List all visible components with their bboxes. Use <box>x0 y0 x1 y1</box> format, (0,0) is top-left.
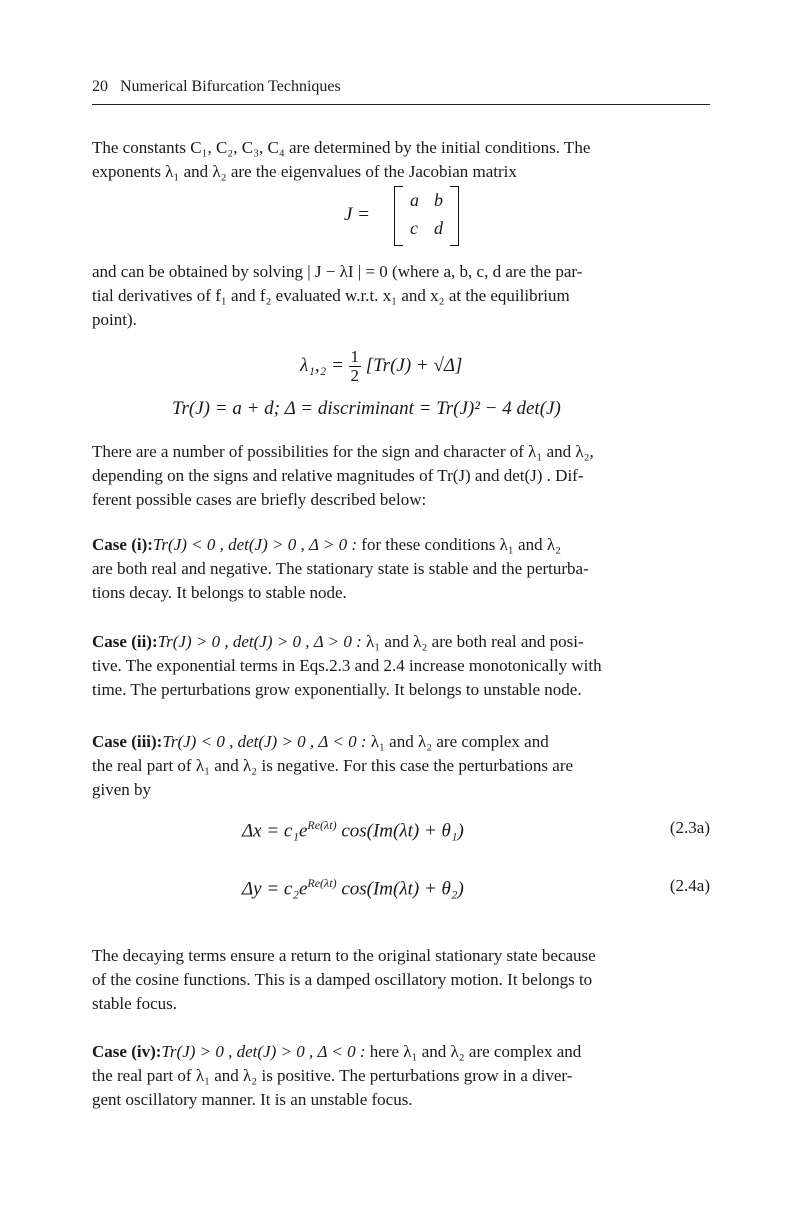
case-text: λ₁ and λ₂ are both real and posi- <box>361 632 584 651</box>
case-text: λ₁ and λ₂ are complex and <box>366 732 549 751</box>
matrix-b: b <box>434 190 443 210</box>
page-number: 20 <box>92 78 108 95</box>
case-iv <box>92 1040 710 1112</box>
text-line: ferent possible cases are briefly described below: <box>92 490 427 509</box>
equation-number: (2.3a) <box>669 818 710 837</box>
text-line: There are a number of possibilities for the sign and character of λ₁ and λ₂, <box>92 442 594 461</box>
text-line: tive. The exponential terms in Eqs.2.3 and 2.4 increase monotonically with <box>92 656 602 675</box>
running-title: Numerical Bifurcation Techniques <box>120 78 341 95</box>
eq-tail: cos(Im(λt) + θ₂) <box>336 878 464 900</box>
case-i <box>92 533 710 605</box>
eq-superscript: Re(λt) <box>307 876 337 890</box>
fraction-numerator: 1 <box>350 347 360 366</box>
header-rule <box>92 104 710 105</box>
text-line <box>92 630 710 654</box>
eq-base: Δx = c₁e <box>242 820 308 842</box>
paragraph-decaying <box>92 944 710 1016</box>
text-line: given by <box>92 780 152 799</box>
matrix-left-bracket <box>394 186 403 246</box>
text-line: are both real and negative. The stationary state is stable and the perturba- <box>92 559 589 578</box>
paragraph-possibilities <box>92 440 710 512</box>
text-line: exponents λ₁ and λ₂ are the eigenvalues of the Jacobian matrix <box>92 162 517 181</box>
trace-equation: Tr(J) = a + d; Δ = discriminant = Tr(J)² − 4 det(J) <box>172 398 561 419</box>
case-text: here λ₁ and λ₂ are complex and <box>365 1042 582 1061</box>
eq-superscript: Re(λt) <box>307 818 337 832</box>
text-line <box>92 533 710 557</box>
case-condition: Tr(J) < 0 , det(J) > 0 , Δ < 0 : <box>162 732 367 751</box>
matrix-lhs: J = <box>344 204 371 225</box>
text-line: of the cosine functions. This is a damped oscillatory motion. It belongs to <box>92 970 593 989</box>
text-line: The constants C₁, C₂, C₃, C₄ are determined by the initial conditions. The <box>92 138 591 157</box>
text-line: gent oscillatory manner. It is an unstable focus. <box>92 1090 413 1109</box>
paragraph-constants <box>92 136 710 184</box>
text-line: depending on the signs and relative magnitudes of Tr(J) and det(J) . Dif- <box>92 466 584 485</box>
equation-2-4a <box>242 876 464 900</box>
case-label: Case (iii): <box>92 732 163 751</box>
equation-number: (2.4a) <box>669 876 710 895</box>
case-condition: Tr(J) > 0 , det(J) > 0 , Δ < 0 : <box>161 1042 366 1061</box>
case-iii <box>92 730 710 802</box>
eq-base: Δy = c₂e <box>242 878 308 900</box>
text-line <box>92 1040 710 1064</box>
text-line: stable focus. <box>92 994 177 1013</box>
text-line: The decaying terms ensure a return to the original stationary state because <box>92 946 596 965</box>
case-label: Case (ii): <box>92 632 158 651</box>
fraction-half <box>349 348 362 385</box>
eq-lhs: λ₁,₂ = <box>300 354 344 376</box>
jacobian-matrix <box>344 186 462 246</box>
matrix-d: d <box>434 218 443 238</box>
matrix-a: a <box>410 190 419 210</box>
eigenvalue-equation <box>300 348 462 385</box>
text-line <box>92 730 710 754</box>
text-line: point). <box>92 310 137 329</box>
paragraph-solving <box>92 260 710 332</box>
eq-tail: cos(Im(λt) + θ₁) <box>336 820 464 842</box>
matrix-right-bracket <box>450 186 459 246</box>
equation-2-3a <box>242 818 464 842</box>
text-line: and can be obtained by solving | J − λI | = 0 (where a, b, c, d are the par- <box>92 262 583 281</box>
fraction-denominator: 2 <box>350 366 360 385</box>
matrix-c: c <box>410 218 418 238</box>
case-ii <box>92 630 710 702</box>
text-line: tial derivatives of f₁ and f₂ evaluated w.r.t. x₁ and x₂ at the equilibrium <box>92 286 570 305</box>
case-condition: Tr(J) > 0 , det(J) > 0 , Δ > 0 : <box>157 632 362 651</box>
case-condition: Tr(J) < 0 , det(J) > 0 , Δ > 0 : <box>152 535 358 554</box>
text-line: the real part of λ₁ and λ₂ is negative. For this case the perturbations are <box>92 756 574 775</box>
text-line: the real part of λ₁ and λ₂ is positive. The perturbations grow in a diver- <box>92 1066 573 1085</box>
case-text: for these conditions λ₁ and λ₂ <box>357 535 562 554</box>
text-line: tions decay. It belongs to stable node. <box>92 583 347 602</box>
page-header <box>92 78 341 96</box>
case-label: Case (iv): <box>92 1042 162 1061</box>
text-line: time. The perturbations grow exponentially. It belongs to unstable node. <box>92 680 582 699</box>
case-label: Case (i): <box>92 535 153 554</box>
eq-rhs: [Tr(J) + √Δ] <box>365 354 463 376</box>
